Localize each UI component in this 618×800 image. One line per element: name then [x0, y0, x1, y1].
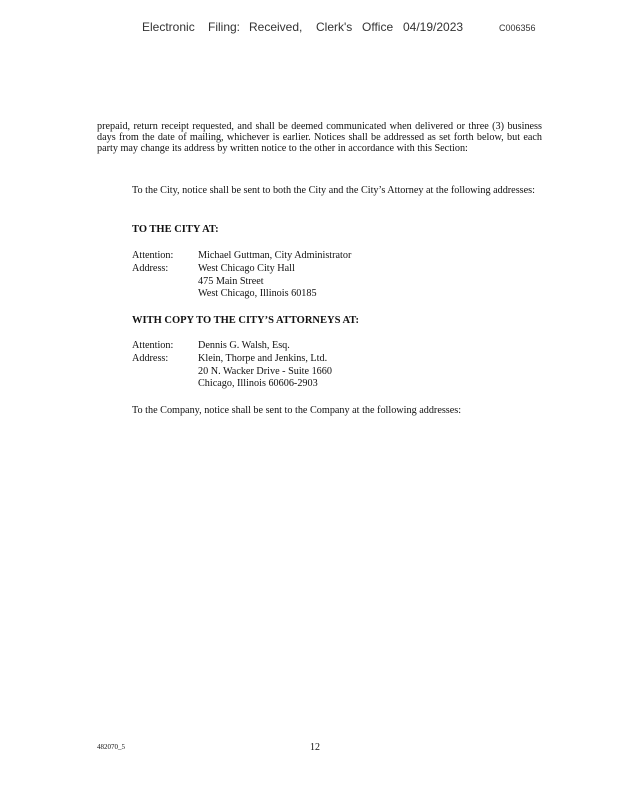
footer-document-id: 482070_5: [97, 743, 125, 751]
city-attention-value: Michael Guttman, City Administrator: [198, 250, 352, 261]
attorney-attention-label: Attention:: [132, 340, 174, 351]
footer-page-number: 12: [310, 742, 320, 753]
city-address-row-3: [132, 288, 351, 301]
city-address-line-3: West Chicago, Illinois 60185: [198, 288, 317, 300]
attorney-address-row: [132, 353, 332, 366]
header-word-electronic: Electronic: [142, 20, 195, 34]
header-document-code: C006356: [499, 23, 536, 33]
attorney-address-line-2: 20 N. Wacker Drive - Suite 1660: [198, 365, 332, 377]
header-filing-date: 04/19/2023: [403, 20, 464, 34]
header-word-filing: Filing:: [208, 20, 241, 34]
city-attention-row: [132, 250, 351, 263]
city-address-line-2: 475 Main Street: [198, 275, 264, 287]
attorney-attention-row: [132, 340, 332, 353]
paragraph-city-notice: To the City, notice shall be sent to both the City and the City’s Attorney at the following addresses:: [132, 185, 535, 196]
city-address-row: [132, 263, 351, 276]
attorney-address-row-2: [132, 366, 332, 379]
heading-to-the-city: TO THE CITY AT:: [132, 224, 219, 235]
city-address-row-2: [132, 276, 351, 289]
filing-stamp-header: [0, 20, 618, 38]
attorney-address-line-1: Klein, Thorpe and Jenkins, Ltd.: [198, 352, 328, 364]
city-address-line-1: West Chicago City Hall: [198, 262, 295, 274]
heading-copy-to-attorneys: WITH COPY TO THE CITY’S ATTORNEYS AT:: [132, 315, 359, 326]
attorney-address-row-3: [132, 378, 332, 391]
paragraph-notice-delivery: prepaid, return receipt requested, and shall be deemed communicated when delivered or three (3) business days from the date of mailing, whichever is earlier. Notices shall be addressed as set forth below, but each party may change its address by written notice to the other in accordance with this Section:: [97, 121, 542, 155]
attorney-address-line-3: Chicago, Illinois 60606-2903: [198, 378, 318, 390]
attorney-attention-value: Dennis G. Walsh, Esq.: [198, 340, 290, 351]
attorney-address-label: Address:: [132, 352, 169, 364]
header-word-received: Received,: [249, 20, 303, 34]
header-word-office: Office: [362, 20, 394, 34]
attorney-address-block: [132, 340, 332, 391]
city-address-block: [132, 250, 351, 301]
city-address-label: Address:: [132, 262, 169, 274]
paragraph-company-notice: To the Company, notice shall be sent to the Company at the following addresses:: [132, 405, 462, 416]
city-attention-label: Attention:: [132, 250, 174, 261]
header-word-clerks: Clerk's: [316, 20, 353, 34]
